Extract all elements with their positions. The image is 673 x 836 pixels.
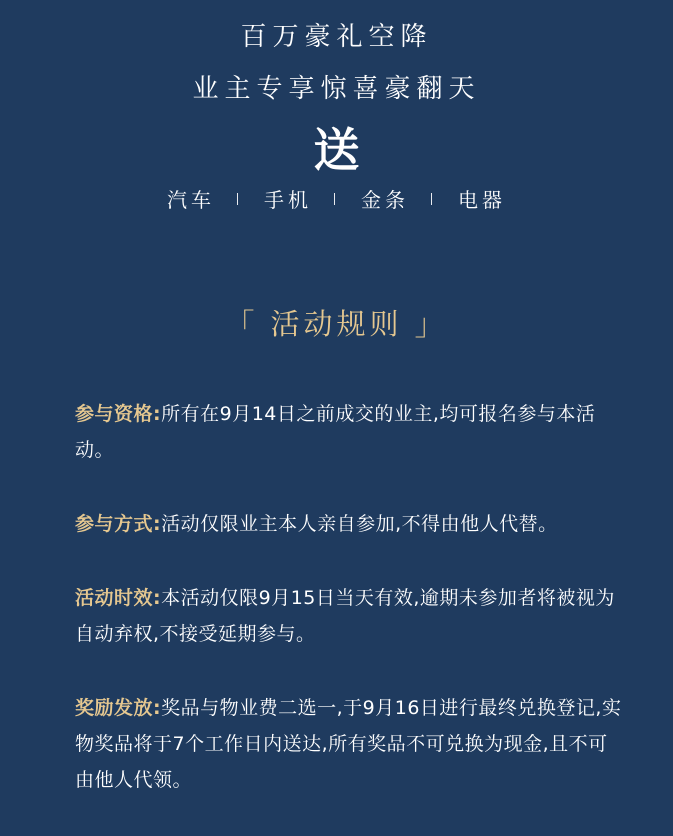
rule-label: 奖励发放: (75, 697, 162, 719)
prize-item-gold: 金条 (361, 188, 409, 212)
prize-item-car: 汽车 (167, 188, 215, 212)
rules-section-title (0, 300, 673, 344)
prize-divider (431, 193, 432, 205)
headline-line-2: 业主专享惊喜豪翻天 (192, 74, 481, 104)
send-graphic-text: 送 (313, 123, 360, 177)
rule-label: 活动时效: (75, 587, 162, 609)
prize-item-appliance: 电器 (458, 188, 506, 212)
rule-text: 活动仅限业主本人亲自参加,不得由他人代替。 (161, 513, 558, 535)
prize-divider (334, 193, 335, 205)
rules-title-text: 活动规则 (270, 306, 403, 341)
prize-divider (237, 193, 238, 205)
rule-participation-method (75, 506, 625, 542)
rules-list (75, 396, 625, 836)
rule-text: 所有在9月14日之前成交的业主,均可报名参与本活动。 (75, 403, 596, 461)
rule-label: 参与方式: (75, 513, 162, 535)
prize-item-phone: 手机 (264, 188, 312, 212)
rule-reward-distribution (75, 690, 625, 798)
rule-text: 奖品与物业费二选一,于9月16日进行最终兑换登记,实物奖品将于7个工作日内送达,所有奖品不可兑换为现金,且不可由他人代领。 (75, 697, 622, 791)
rule-validity (75, 580, 625, 652)
rule-text: 本活动仅限9月15日当天有效,逾期未参加者将被视为自动弃权,不接受延期参与。 (75, 587, 615, 645)
prize-list (0, 184, 673, 213)
title-close-bracket: 」 (414, 308, 449, 343)
headline-line-1: 百万豪礼空降 (240, 22, 433, 52)
title-open-bracket: 「 (224, 308, 259, 343)
rule-label: 参与资格: (75, 403, 162, 425)
rule-eligibility (75, 396, 625, 468)
